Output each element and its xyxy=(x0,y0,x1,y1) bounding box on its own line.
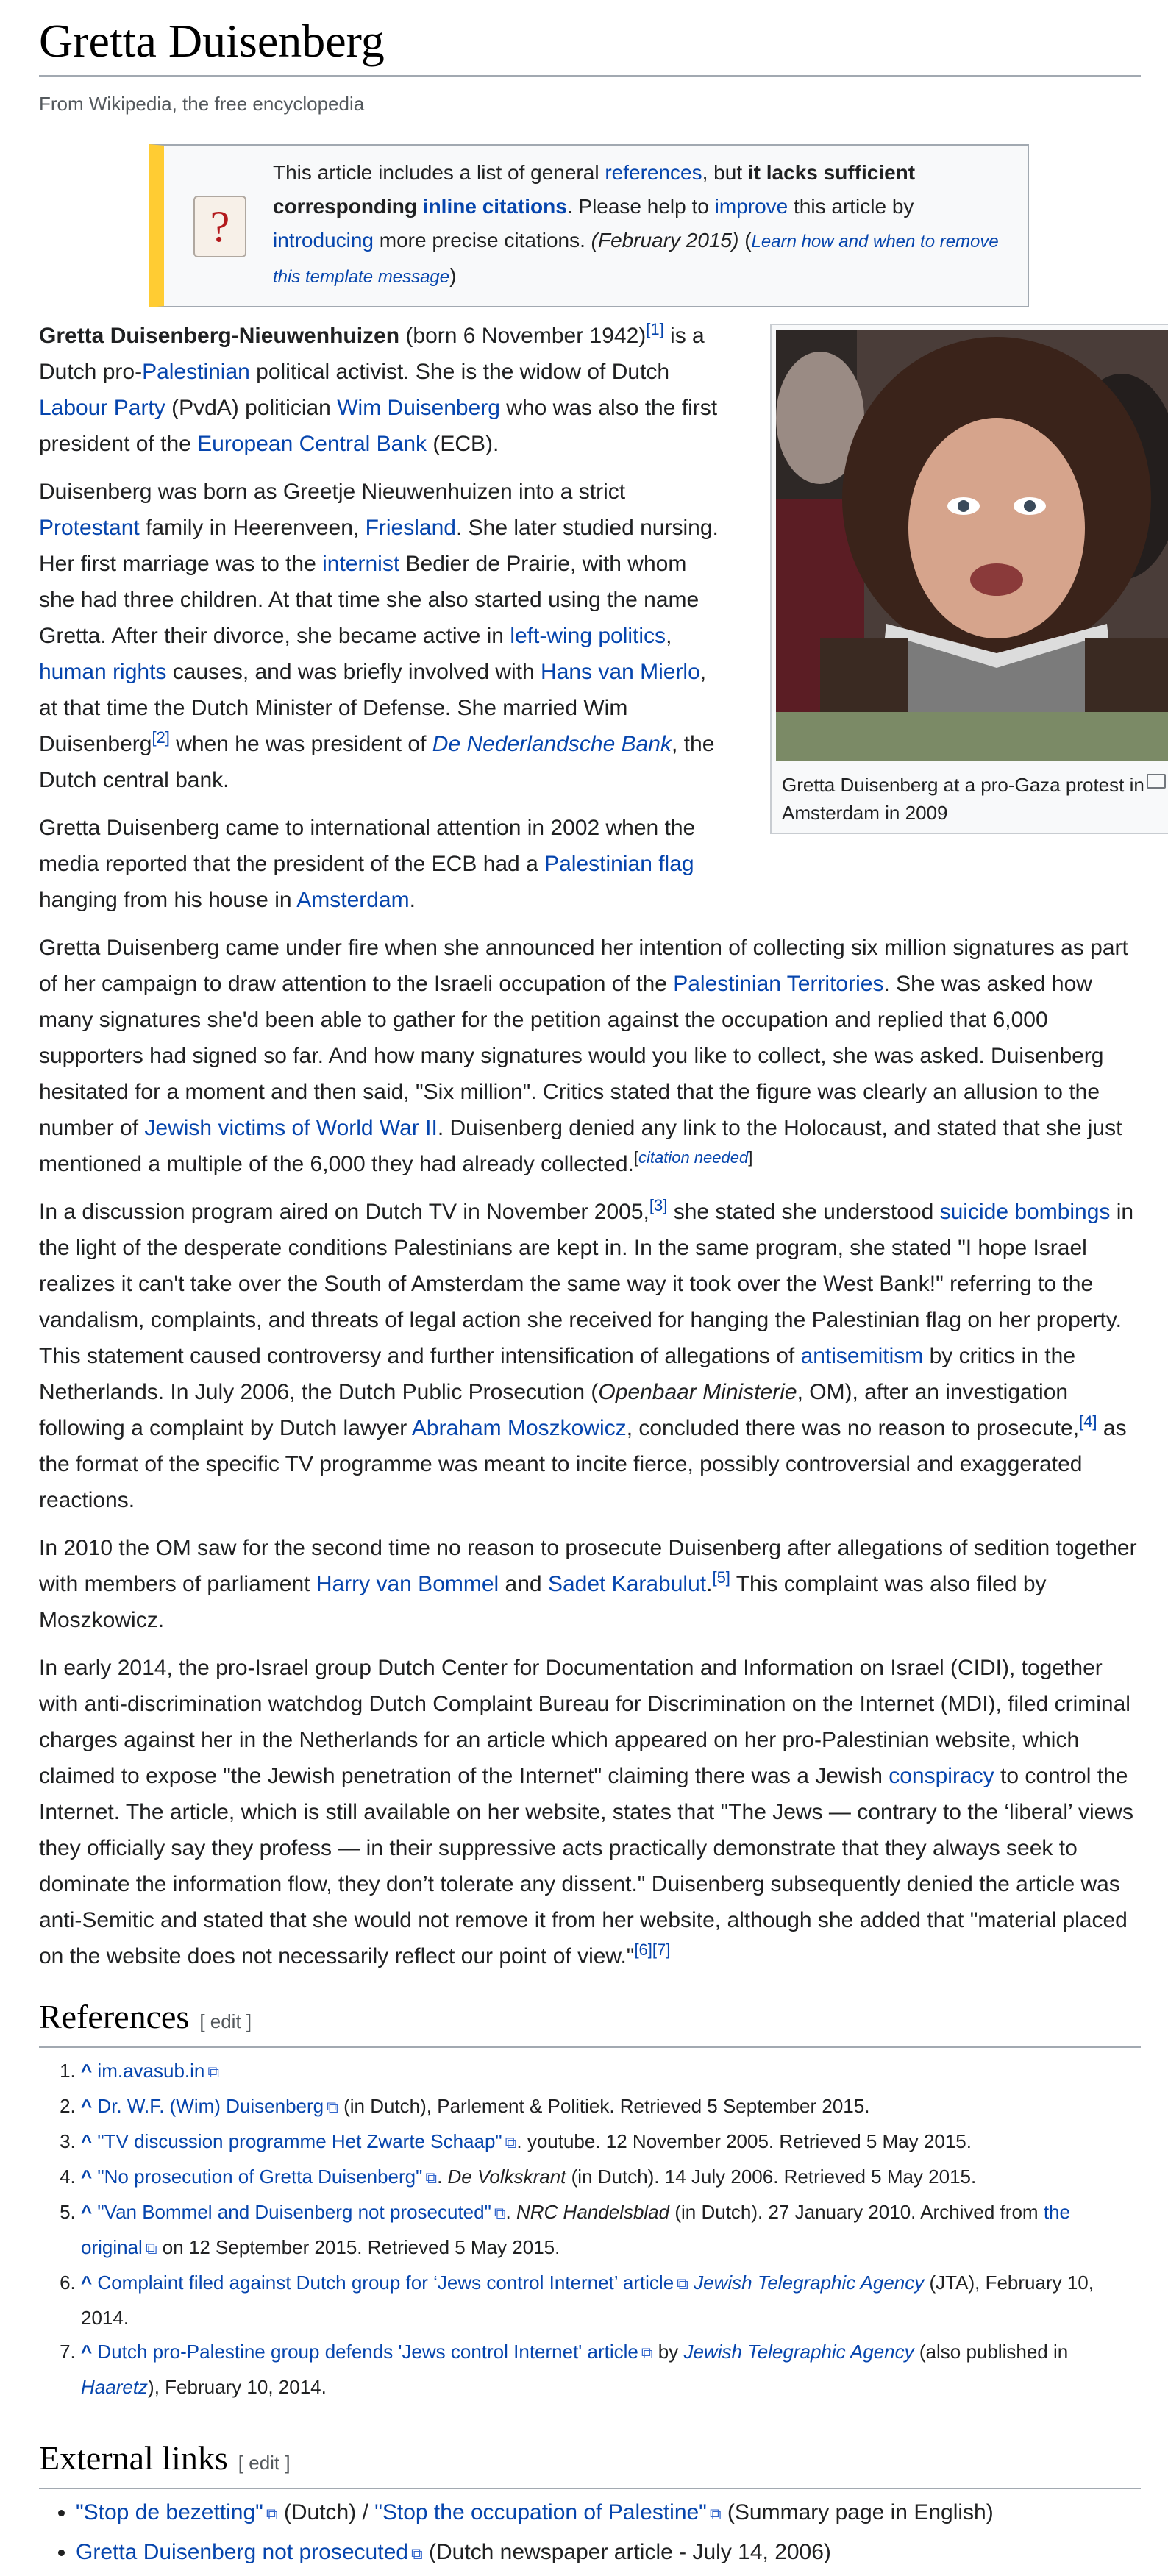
edit-external-links-link[interactable]: [ edit ] xyxy=(238,2452,291,2474)
link-conspiracy[interactable]: conspiracy xyxy=(889,1764,994,1788)
external-link-icon: ⧉ xyxy=(327,2098,338,2116)
cite-7[interactable]: [7] xyxy=(652,1940,671,1959)
link-harry-van-bommel[interactable]: Harry van Bommel xyxy=(316,1572,499,1596)
link-improve[interactable]: improve xyxy=(714,195,788,218)
paragraph-signatures: Gretta Duisenberg came under fire when she announced her intention of collecting six million signatures as part of her campaign to draw attention to the Israeli occupation of the Palestinian Territories. She was asked how many signatures she'd been able to gather for the petition against the occupation and replied that 6,000 supporters had signed so far. And how many signatures would you like to collect, she was asked. Duisenberg hesitated for a moment and then said, "Six million". Critics stated that the figure was clearly an allusion to the number of Jewish victims of World War II. Duisenberg denied any link to the Holocaust, and stated that she just mentioned a multiple of the 6,000 they had already collected.[citation needed] xyxy=(39,936,1128,1176)
citation-notice-box xyxy=(149,144,1029,307)
link-antisemitism[interactable]: antisemitism xyxy=(800,1344,924,1368)
external-link-item: • Gretta Duisenberg not prosecuted ⧉ (Dutch newspaper article - July 14, 2006) xyxy=(76,2533,1141,2573)
link-left-wing-politics[interactable]: left-wing politics xyxy=(510,624,666,648)
link-palestinian-territories[interactable]: Palestinian Territories xyxy=(673,972,884,996)
question-mark-icon: ? xyxy=(193,196,246,257)
ref-publisher-link[interactable]: Jewish Telegraphic Agency xyxy=(683,2341,914,2363)
paragraph-2014: In early 2014, the pro-Israel group Dutch Center for Documentation and Information on Israel (CIDI), together with anti-discrimination watchdog Dutch Complaint Bureau for Discrimination on the Internet (MDI), filed criminal charges against her in the Netherlands for an article which appeared on her pro-Palestinian website, which claimed to expose "the Jewish penetration of the Internet" claiming there was a Jewish conspiracy to control the Internet. The article, which is still available on her website, states that "The Jews — contrary to the ‘liberal’ views they officially say they profess — in their suppressive acts practically demonstrate that they always seek to dominate the information flow, they don’t tolerate any dissent." Duisenberg subsequently denied the article was anti-Semitic and stated that she would not remove it from her website, although she added that "material placed on the website does not necessarily reflect our point of view."[6][7] xyxy=(39,1656,1133,1968)
external-link-icon: ⧉ xyxy=(266,2505,278,2523)
cite-4[interactable]: [4] xyxy=(1079,1412,1097,1431)
ref-archive-original-link[interactable]: the original xyxy=(81,2201,1070,2258)
ext-link-not-prosecuted[interactable]: Gretta Duisenberg not prosecuted xyxy=(76,2540,408,2564)
link-introducing[interactable]: introducing xyxy=(273,229,374,252)
cite-6[interactable]: [6] xyxy=(634,1940,652,1959)
infobox-image xyxy=(770,324,1168,834)
link-internist[interactable]: internist xyxy=(322,552,400,576)
link-palestinian-flag[interactable]: Palestinian flag xyxy=(544,852,694,876)
external-link-icon: ⧉ xyxy=(145,2239,157,2257)
link-hans-van-mierlo[interactable]: Hans van Mierlo xyxy=(541,660,700,684)
link-wim-duisenberg[interactable]: Wim Duisenberg xyxy=(337,396,500,420)
link-european-central-bank[interactable]: European Central Bank xyxy=(197,432,427,456)
link-abraham-moszkowicz[interactable]: Abraham Moszkowicz xyxy=(411,1416,627,1440)
ref-backlink[interactable]: ^ xyxy=(81,2271,93,2294)
link-palestinian[interactable]: Palestinian xyxy=(142,360,250,384)
ref-backlink[interactable]: ^ xyxy=(81,2341,93,2363)
ref-link[interactable]: "No prosecution of Gretta Duisenberg" xyxy=(97,2166,423,2188)
ref-backlink[interactable]: ^ xyxy=(81,2060,93,2082)
ext-link-stop-occupation[interactable]: "Stop the occupation of Palestine" xyxy=(374,2500,707,2525)
portrait-illustration xyxy=(776,330,1168,761)
external-link-icon: ⧉ xyxy=(505,2133,517,2152)
ref-backlink[interactable]: ^ xyxy=(81,2166,93,2188)
external-links-heading: External links [ edit ] xyxy=(39,2436,1141,2489)
link-de-nederlandsche-bank[interactable]: De Nederlandsche Bank xyxy=(432,732,672,756)
ref-haaretz-link[interactable]: Haaretz xyxy=(81,2376,149,2398)
link-sadet-karabulut[interactable]: Sadet Karabulut xyxy=(547,1572,707,1596)
cite-1[interactable]: [1] xyxy=(646,320,664,338)
references-section xyxy=(39,1995,1141,2404)
link-inline-citations[interactable]: inline citations xyxy=(422,195,567,218)
external-link-icon: ⧉ xyxy=(425,2168,438,2187)
external-link-icon: ⧉ xyxy=(207,2063,220,2081)
external-link-item: • "Stop de bezetting" ⧉ (Dutch) / "Stop the occupation of Palestine" ⧉ (Summary page in English) xyxy=(76,2494,1141,2533)
lead-column xyxy=(39,318,723,918)
reference-item: 7. ^ Dutch pro-Palestine group defends 'Jews control Internet' article ⧉ by Jewish Telegraphic Agency (also published in Haaretz), February 10, 2014. xyxy=(81,2335,1141,2404)
link-references[interactable]: references xyxy=(605,161,702,184)
link-suicide-bombings[interactable]: suicide bombings xyxy=(939,1200,1111,1224)
external-links-list xyxy=(39,2494,1141,2573)
ext-link-stop-de-bezetting[interactable]: "Stop de bezetting" xyxy=(76,2500,263,2525)
ref-backlink[interactable]: ^ xyxy=(81,2130,93,2152)
citation-needed-link[interactable]: citation needed xyxy=(638,1148,749,1167)
link-labour-party[interactable]: Labour Party xyxy=(39,396,165,420)
paragraph-2010: In 2010 the OM saw for the second time no reason to prosecute Duisenberg after allegations of sedition together with members of parliament Harry van Bommel and Sadet Karabulut.[5] This complaint was also filed by Moszkowicz. xyxy=(39,1536,1137,1632)
link-learn-remove-template[interactable]: Learn how and when to remove this template message xyxy=(273,232,999,287)
reference-item: 2. ^ Dr. W.F. (Wim) Duisenberg ⧉ (in Dutch), Parlement & Politiek. Retrieved 5 September 2015. xyxy=(81,2089,1141,2124)
external-link-icon: ⧉ xyxy=(641,2344,653,2362)
portrait-photo[interactable] xyxy=(776,330,1168,761)
page-title: Gretta Duisenberg xyxy=(39,13,1141,77)
ref-backlink[interactable]: ^ xyxy=(81,2201,93,2223)
ref-publisher-link[interactable]: Jewish Telegraphic Agency xyxy=(694,2271,925,2294)
external-link-icon: ⧉ xyxy=(677,2274,688,2293)
reference-item: 4. ^ "No prosecution of Gretta Duisenberg" ⧉. De Volkskrant (in Dutch). 14 July 2006. Retrieved 5 May 2015. xyxy=(81,2160,1141,2195)
ref-link[interactable]: Dutch pro-Palestine group defends 'Jews control Internet' article xyxy=(97,2341,638,2363)
ref-link[interactable]: im.avasub.in xyxy=(97,2060,205,2082)
paragraph-tv-program: In a discussion program aired on Dutch TV in November 2005,[3] she stated she understood suicide bombings in the light of the desperate conditions Palestinians are kept in. In the same program, she stated "I hope Israel realizes it can't take over the South of Amsterdam the same way it took over the West Bank!" referring to the vandalism, complaints, and threats of legal action she received for hanging the Palestinian flag on her property. This statement caused controversy and further intensification of allegations of antisemitism by critics in the Netherlands. In July 2006, the Dutch Public Prosecution (Openbaar Ministerie, OM), after an investigation following a complaint by Dutch lawyer Abraham Moszkowicz, concluded there was no reason to prosecute,[4] as the format of the specific TV programme was meant to incite fierce, possibly controversial and exaggerated reactions. xyxy=(39,1196,1134,1512)
references-list xyxy=(39,2054,1141,2404)
ref-link[interactable]: "Van Bommel and Duisenberg not prosecuted" xyxy=(97,2201,491,2223)
ref-backlink[interactable]: ^ xyxy=(81,2095,93,2117)
paragraph-flag: Gretta Duisenberg came to international attention in 2002 when the media reported that the president of the ECB had a Palestinian flag hanging from his house in Amsterdam. xyxy=(39,816,696,912)
infobox-caption: Gretta Duisenberg at a pro-Gaza protest in Amsterdam in 2009 xyxy=(776,761,1168,827)
external-link-icon: ⧉ xyxy=(410,2544,423,2563)
external-link-icon: ⧉ xyxy=(709,2505,722,2523)
link-amsterdam[interactable]: Amsterdam xyxy=(296,888,410,912)
tagline: From Wikipedia, the free encyclopedia xyxy=(39,93,365,115)
reference-item: 3. ^ "TV discussion programme Het Zwarte Schaap" ⧉. youtube. 12 November 2005. Retrieved 5 May 2015. xyxy=(81,2124,1141,2160)
ref-link[interactable]: Dr. W.F. (Wim) Duisenberg xyxy=(97,2095,324,2117)
external-links-section xyxy=(39,2436,1141,2573)
magnify-icon[interactable] xyxy=(1147,774,1166,789)
citation-notice-text: This article includes a list of general references, but it lacks sufficient corresponding inline citations. Please help to improve this article by introducing more precise citations. (February 2015) (Learn how and when to remove this template message) xyxy=(273,161,999,287)
article-content xyxy=(39,0,1144,2573)
external-link-icon: ⧉ xyxy=(494,2204,506,2222)
cite-3[interactable]: [3] xyxy=(649,1196,668,1214)
edit-references-link[interactable]: [ edit ] xyxy=(199,2010,252,2032)
reference-item xyxy=(81,2054,1141,2089)
reference-item: 5. ^ "Van Bommel and Duisenberg not prosecuted" ⧉. NRC Handelsblad (in Dutch). 27 January 2010. Archived from the original ⧉ on 12 September 2015. Retrieved 5 May 2015. xyxy=(81,2195,1141,2266)
link-friesland[interactable]: Friesland xyxy=(365,516,456,540)
link-jewish-victims-ww2[interactable]: Jewish victims of World War II xyxy=(144,1116,438,1140)
cite-2[interactable]: [2] xyxy=(152,728,170,747)
paragraph-early-life: Duisenberg was born as Greetje Nieuwenhuizen into a strict Protestant family in Heerenveen, Friesland. She later studied nursing. Her first marriage was to the internist Bedier de Prairie, with whom she had three children. At that time she also started using the name Gretta. After their divorce, she became active in left-wing politics, human rights causes, and was briefly involved with Hans van Mierlo, at that time the Dutch Minister of Defense. She married Wim Duisenberg[2] when he was president of De Nederlandsche Bank, the Dutch central bank. xyxy=(39,480,719,792)
paragraph-lead: Gretta Duisenberg-Nieuwenhuizen (born 6 November 1942)[1] is a Dutch pro-Palestinian political activist. She is the widow of Dutch Labour Party (PvdA) politician Wim Duisenberg who was also the first president of the European Central Bank (ECB). xyxy=(39,320,718,456)
references-heading: References [ edit ] xyxy=(39,1995,1141,2048)
link-human-rights[interactable]: human rights xyxy=(39,660,167,684)
cite-5[interactable]: [5] xyxy=(712,1568,730,1587)
ref-link[interactable]: "TV discussion programme Het Zwarte Schaap" xyxy=(97,2130,502,2152)
reference-item: 6. ^ Complaint filed against Dutch group for ‘Jews control Internet’ article ⧉ Jewish Telegraphic Agency (JTA), February 10, 2014. xyxy=(81,2266,1141,2335)
link-protestant[interactable]: Protestant xyxy=(39,516,140,540)
ref-link[interactable]: Complaint filed against Dutch group for ‘Jews control Internet’ article xyxy=(97,2271,674,2294)
